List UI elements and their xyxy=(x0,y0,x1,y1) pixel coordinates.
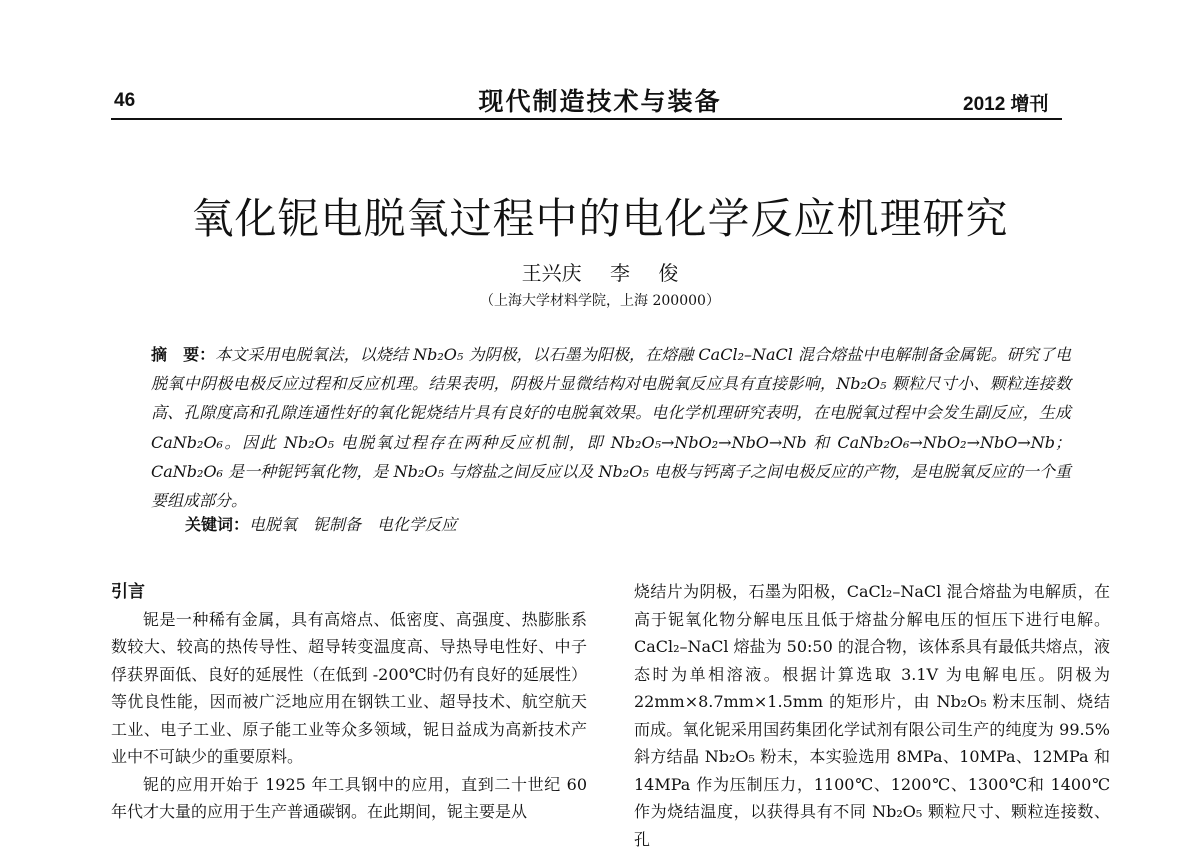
journal-title: 现代制造技术与装备 xyxy=(478,87,722,116)
keywords-label: 关键词： xyxy=(185,515,250,534)
abstract-text: 本文采用电脱氧法，以烧结 Nb₂O₅ 为阴极，以石墨为阳极，在熔融 CaCl₂–NaCl 混合熔盐中电解制备金属铌。研究了电脱氧中阴极电极反应过程和反应机理。结果表明，阴极片显微结构对电脱氧反应具有直接影响，Nb₂O₅ 颗粒尺寸小、颗粒连接数高、孔隙度高和孔隙连通性好的氧化铌烧结片具有良好的电脱氧效果。电化学机理研究表明，在电脱氧过程中会发生副反应，生成 CaNb₂O₆。因此 Nb₂O₅ 电脱氧过程存在两种反应机制，即 Nb₂O₅→NbO₂→NbO→Nb 和 CaNb₂O₆→NbO₂→NbO→Nb；CaNb₂O₆ 是一种铌钙氧化物，是 Nb₂O₅ 与熔盐之间反应以及 Nb₂O₅ 电极与钙离子之间电极反应的产物，是电脱氧反应的一个重要组成部分。 xyxy=(151,345,1071,511)
paragraph: 烧结片为阴极，石墨为阳极，CaCl₂–NaCl 混合熔盐为电解质，在高于铌氧化物分解电压且低于熔盐分解电压的恒压下进行电解。CaCl₂–NaCl 熔盐为 50:50 的混合物，该体系具有最低共熔点，液态时为单相溶液。根据计算选取 3.1V 为电解电压。阴极为 22mm×8.7mm×1.5mm 的矩形片，由 Nb₂O₅ 粉末压制、烧结而成。氧化铌采用国药集团化学试剂有限公司生产的纯度为 99.5%斜方结晶 Nb₂O₅ 粉末，本实验选用 8MPa、10MPa、12MPa 和 14MPa 作为压制压力，1100℃、1200℃、1300℃和 1400℃作为烧结温度，以获得具有不同 Nb₂O₅ 颗粒尺寸、颗粒连接数、孔 xyxy=(634,582,1110,849)
issue-label: 2012 增刊 xyxy=(963,94,1049,115)
affiliation: （上海大学材料学院，上海 200000） xyxy=(480,293,720,309)
left-column xyxy=(111,578,587,826)
header-rule xyxy=(111,118,1062,120)
article-title: 氧化铌电脱氧过程中的电化学反应机理研究 xyxy=(191,194,1009,243)
section-heading-intro: 引言 xyxy=(111,582,145,601)
keywords-text: 电脱氧 铌制备 电化学反应 xyxy=(249,515,458,534)
abstract xyxy=(151,340,1071,515)
paragraph: 铌的应用开始于 1925 年工具钢中的应用，直到二十世纪 60 年代才大量的应用于生产普通碳钢。在此期间，铌主要是从 xyxy=(111,774,587,821)
page-number: 46 xyxy=(114,90,136,111)
right-column xyxy=(634,578,1110,853)
keywords xyxy=(185,512,457,535)
paragraph: 铌是一种稀有金属，具有高熔点、低密度、高强度、热膨胀系数较大、较高的热传导性、超导转变温度高、导热导电性好、中子俘获界面低、良好的延展性（在低到 -200℃时仍有良好的延展性）等优良性能，因而被广泛地应用在钢铁工业、超导技术、航空航天工业、电子工业、原子能工业等众多领域，铌日益成为高新技术产业中不可缺少的重要原料。 xyxy=(111,609,587,766)
abstract-label: 摘 要： xyxy=(151,345,216,364)
authors: 王兴庆 李 俊 xyxy=(521,261,679,285)
